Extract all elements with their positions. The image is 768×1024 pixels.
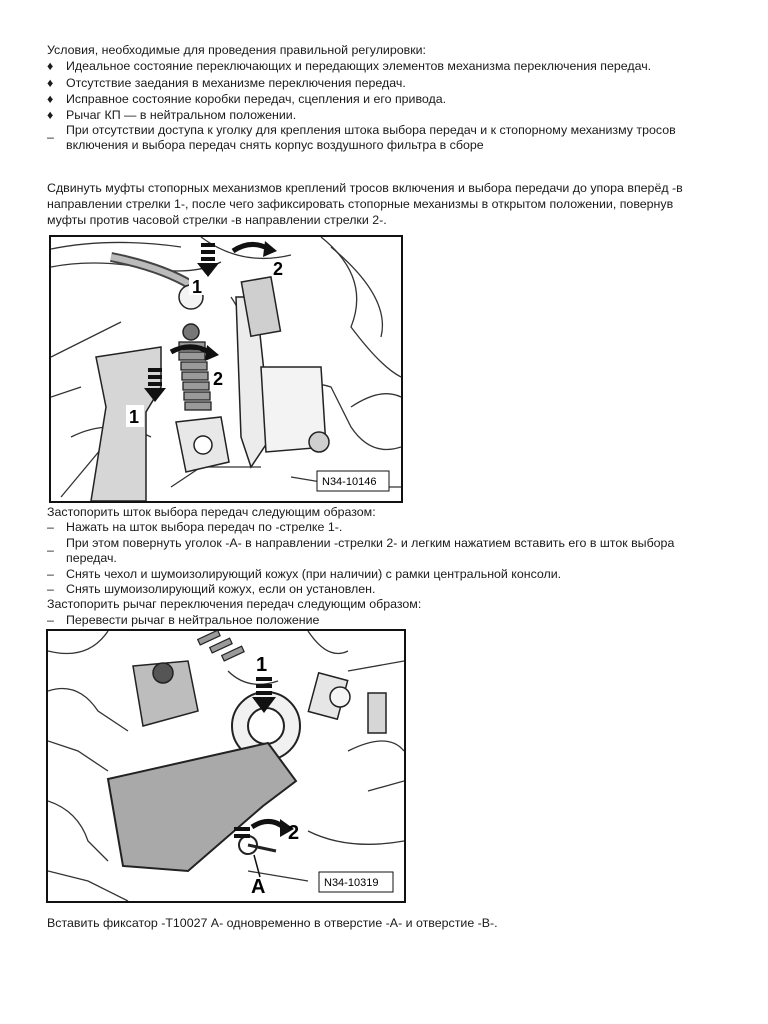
figure-label-1: 1 — [256, 654, 268, 676]
instruction-paragraph: направлении стрелки 1-, после чего зафиксировать стопорные механизмы в открытом положении, повернув — [47, 197, 674, 211]
lock-lever-heading: Застопорить рычаг переключения передач следующим образом: — [47, 597, 422, 611]
figure-ref-label: N34-10146 — [322, 476, 377, 488]
list-dash: – — [47, 567, 54, 581]
figure-cable-locks — [49, 235, 403, 503]
list-item: Нажать на шток выбора передач по -стрелке 1-. — [66, 520, 343, 534]
list-item: Снять чехол и шумоизолирующий кожух (при наличии) с рамки центральной консоли. — [66, 567, 562, 581]
list-item-continuation: передач. — [66, 551, 117, 565]
list-dash: – — [47, 613, 54, 627]
list-bullet: ♦ — [47, 76, 54, 90]
instruction-paragraph: Сдвинуть муфты стопорных механизмов креплений тросов включения и выбора передачи до упора вперёд -в — [47, 181, 683, 195]
figure-ref-label: N34-10319 — [324, 877, 379, 889]
list-item-continuation: включения и выбора передач снять корпус воздушного фильтра в сборе — [66, 138, 484, 152]
list-dash: – — [47, 130, 54, 144]
figure-label-2: 2 — [273, 259, 284, 279]
list-item: При этом повернуть уголок -А- в направлении -стрелки 2- и легким нажатием вставить его в шток выбора — [66, 536, 675, 550]
figure-lever-lock — [46, 629, 406, 903]
list-item: Рычаг КП — в нейтральном положении. — [66, 108, 297, 122]
figure-label-1: 1 — [129, 407, 140, 427]
figure-lever-lock-drawing — [48, 631, 404, 901]
list-bullet: ♦ — [47, 108, 54, 122]
list-item: При отсутствии доступа к уголку для крепления штока выбора передач и к стопорному механизму тросов — [66, 123, 676, 137]
list-bullet: ♦ — [47, 92, 54, 106]
list-dash: – — [47, 582, 54, 596]
list-item: Исправное состояние коробки передач, сцепления и его привода. — [66, 92, 447, 106]
instruction-paragraph: муфты против часовой стрелки -в направлении стрелки 2-. — [47, 213, 387, 227]
figure-label-a: A — [251, 876, 266, 898]
list-item: Отсутствие заедания в механизме переключения передач. — [66, 76, 406, 90]
conditions-heading: Условия, необходимые для проведения правильной регулировки: — [47, 43, 426, 57]
figure-label-2: 2 — [288, 822, 300, 844]
list-item: Идеальное состояние переключающих и передающих элементов механизма переключения передач. — [66, 59, 652, 73]
list-dash: – — [47, 520, 54, 534]
list-item: Перевести рычаг в нейтральное положение — [66, 613, 320, 627]
figure-label-1: 1 — [192, 277, 203, 297]
list-item: Снять шумоизолирующий кожух, если он установлен. — [66, 582, 376, 596]
list-dash: – — [47, 543, 54, 557]
figure-label-2: 2 — [213, 369, 224, 389]
lock-rod-heading: Застопорить шток выбора передач следующим образом: — [47, 505, 376, 519]
final-instruction: Вставить фиксатор -T10027 А- одновременно в отверстие -А- и отверстие -В-. — [47, 916, 498, 930]
figure-cable-locks-drawing — [51, 237, 401, 501]
list-bullet: ♦ — [47, 59, 54, 73]
